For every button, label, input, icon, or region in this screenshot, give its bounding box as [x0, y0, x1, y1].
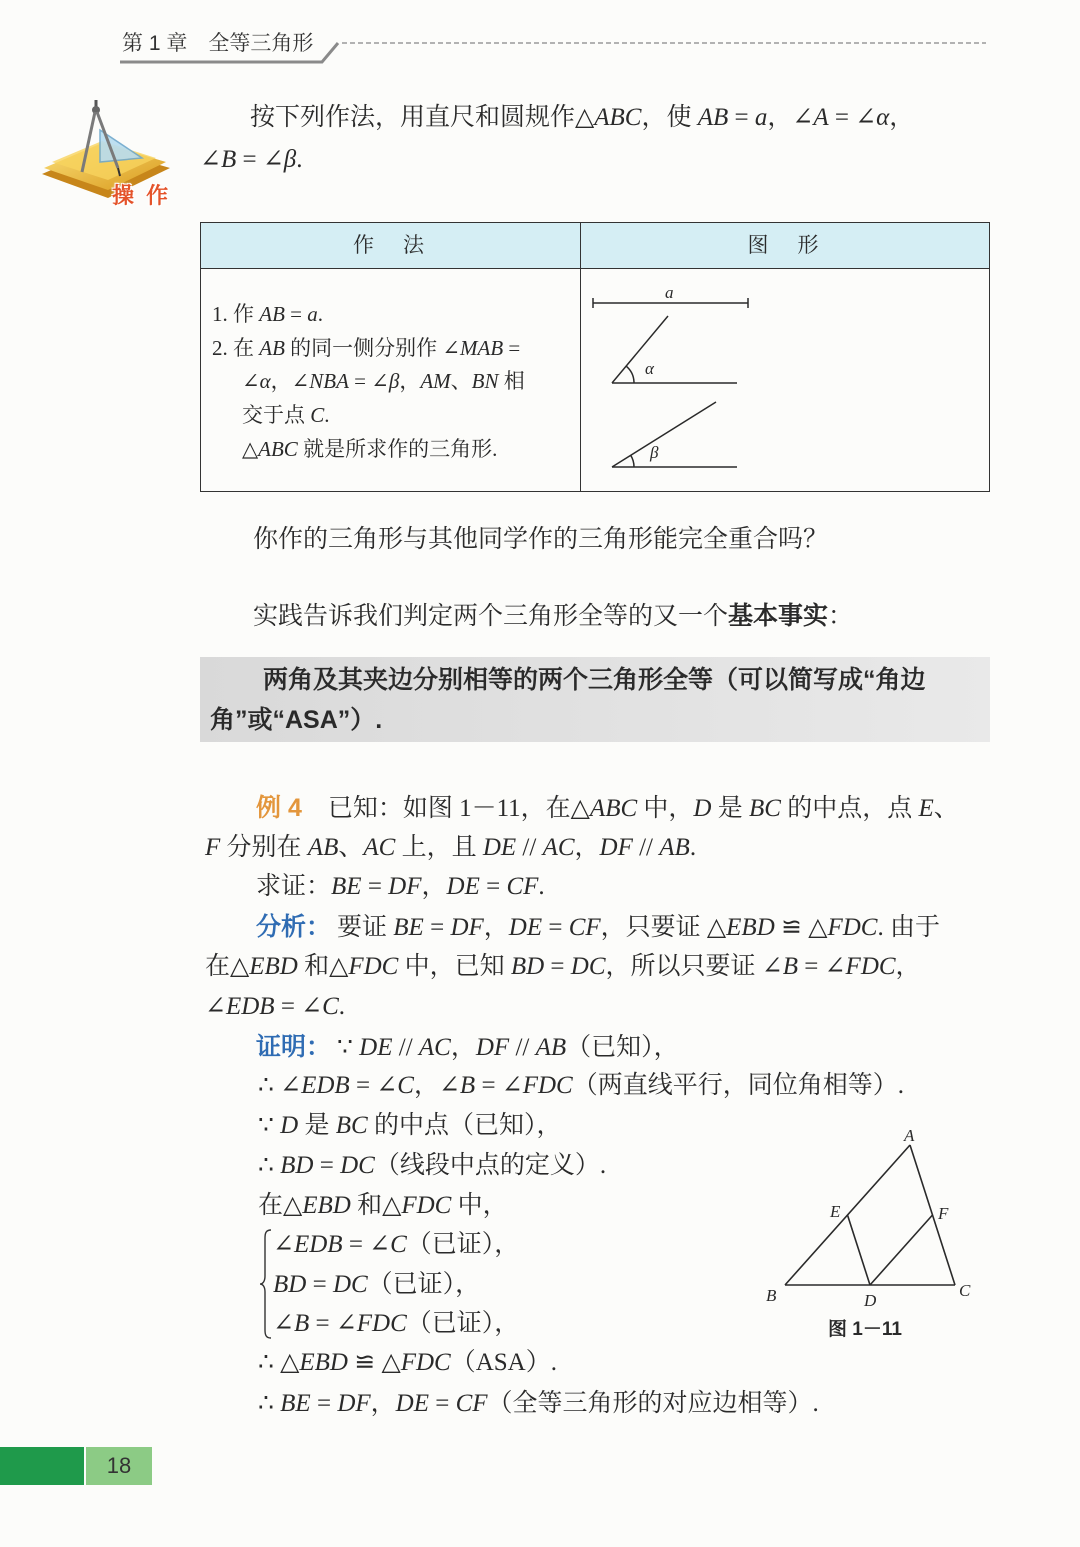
- conclusion-line-2: [258, 1389, 819, 1419]
- text-run: 交于点: [242, 403, 311, 427]
- table-header-figure: 图 形: [747, 233, 823, 257]
- math-variable: DC: [570, 953, 606, 980]
- math-variable: EBD: [299, 1349, 348, 1376]
- text-run: （已知），: [566, 1034, 679, 1061]
- text-run: ∴: [258, 1390, 281, 1417]
- text-run: 要证: [337, 914, 394, 941]
- math-variable: FDC: [827, 914, 878, 941]
- analysis-label: 分析：: [256, 913, 332, 941]
- text-run: =: [428, 1390, 456, 1417]
- text-run: = ∠: [349, 1072, 398, 1099]
- text-run: = ∠: [236, 146, 284, 173]
- text-run: ∠: [273, 1231, 294, 1258]
- table-header-method: 作 法: [353, 233, 428, 257]
- text-run: 中，已知: [398, 953, 511, 980]
- math-variable: FDC: [400, 1349, 451, 1376]
- text-run: ∴ △: [258, 1349, 300, 1376]
- math-variable: CF: [568, 914, 601, 941]
- math-variable: EDB: [301, 1072, 350, 1099]
- header-rule: [118, 30, 990, 70]
- math-variable: MAB: [460, 336, 504, 360]
- intro-line-1: [250, 103, 914, 133]
- example-label: 例 4: [256, 794, 302, 822]
- math-variable: B: [293, 1310, 310, 1337]
- math-variable: BE: [331, 873, 362, 900]
- basic-fact-line-1: 两角及其夹边分别相等的两个三角形全等（可以简写成“角边: [263, 666, 926, 694]
- math-variable: DC: [332, 1271, 368, 1298]
- math-variable: DF: [388, 873, 422, 900]
- text-run: =: [542, 914, 569, 941]
- math-variable: E: [918, 795, 934, 822]
- math-variable: ABC: [594, 104, 642, 131]
- math-variable: AC: [418, 1034, 451, 1061]
- text-run: =: [423, 914, 451, 941]
- text-run: .: [317, 302, 323, 326]
- step-1: [212, 301, 323, 327]
- text-run: ，∠: [413, 1072, 460, 1099]
- math-variable: DE: [359, 1034, 393, 1061]
- text-run: ，: [574, 834, 600, 861]
- math-variable: BD: [280, 1152, 314, 1179]
- construction-figure: [582, 269, 989, 491]
- emphasis-text: 基本事实: [728, 603, 829, 630]
- math-variable: DE: [508, 914, 543, 941]
- proof-system-line-3: [273, 1309, 519, 1339]
- math-variable: BE: [393, 914, 424, 941]
- footer-bar: [0, 1447, 84, 1485]
- text-run: = ∠: [274, 993, 323, 1020]
- math-variable: DE: [446, 873, 480, 900]
- math-variable: FDC: [401, 1192, 452, 1219]
- math-variable: α: [259, 369, 271, 393]
- text-run: ：: [828, 603, 854, 630]
- text-run: = ∠: [348, 369, 389, 393]
- math-variable: ABC: [589, 795, 638, 822]
- intro-line-2: [200, 145, 302, 175]
- text-run: ∠: [205, 993, 226, 1020]
- vertex-label-c: C: [959, 1281, 971, 1300]
- step-2-cont: [242, 368, 525, 394]
- math-variable: NBA: [309, 369, 349, 393]
- text-run: ∠: [273, 1310, 294, 1337]
- text-run: //: [516, 834, 543, 861]
- text-run: ，: [370, 1390, 396, 1417]
- proof-line-5: [258, 1191, 508, 1221]
- text-run: ≌ △: [774, 914, 828, 941]
- math-variable: EBD: [249, 953, 298, 980]
- figure-1-11: [760, 1125, 980, 1315]
- text-run: （已证），: [367, 1271, 481, 1298]
- math-variable: DE: [482, 834, 517, 861]
- text-run: ，∠: [767, 104, 814, 131]
- text-run: 是: [298, 1112, 336, 1139]
- text-run: ，所以只要证 ∠: [605, 953, 783, 980]
- text-run: .: [324, 403, 330, 427]
- text-run: . 由于: [877, 914, 940, 941]
- segment-df: [870, 1215, 933, 1285]
- text-run: =: [361, 873, 389, 900]
- text-run: ，使: [641, 104, 698, 131]
- text-run: .: [689, 834, 697, 861]
- text-run: = ∠: [342, 1231, 391, 1258]
- angle-beta-ray: [612, 402, 716, 467]
- math-variable: FDC: [522, 1072, 573, 1099]
- proof-system-line-1: [273, 1230, 519, 1260]
- text-run: 、: [933, 795, 959, 822]
- vertex-label-f: F: [938, 1204, 949, 1223]
- vertex-label-b: B: [766, 1286, 777, 1305]
- math-variable: DF: [337, 1390, 371, 1417]
- vertex-label-e: E: [830, 1202, 841, 1221]
- math-variable: AB: [697, 104, 729, 131]
- text-run: = ∠: [828, 104, 877, 131]
- math-variable: C: [390, 1231, 407, 1258]
- text-run: ，: [421, 873, 447, 900]
- math-variable: D: [280, 1112, 299, 1139]
- math-variable: EBD: [302, 1192, 351, 1219]
- math-variable: DF: [599, 834, 633, 861]
- math-variable: BC: [335, 1112, 368, 1139]
- text-run: .: [296, 146, 303, 173]
- math-variable: AB: [259, 336, 285, 360]
- math-variable: a: [307, 302, 318, 326]
- math-variable: a: [754, 104, 768, 131]
- text-run: 在△: [205, 953, 250, 980]
- text-run: （全等三角形的对应边相等）.: [487, 1390, 819, 1417]
- proof-line-4: [258, 1151, 606, 1181]
- text-run: = ∠: [309, 1310, 357, 1337]
- math-variable: A: [813, 104, 829, 131]
- example-given-line-1: [256, 793, 959, 824]
- text-run: 实践告诉我们判定两个三角形全等的又一个: [253, 603, 729, 630]
- text-run: 已知：如图 1－11，在△: [327, 795, 590, 822]
- text-run: ，: [889, 104, 915, 131]
- text-run: 相: [498, 369, 525, 393]
- text-run: 1. 作: [212, 302, 260, 326]
- math-variable: BC: [748, 795, 781, 822]
- text-run: ，: [399, 369, 421, 393]
- math-variable: FDC: [356, 1310, 407, 1337]
- text-run: ∴: [258, 1152, 281, 1179]
- analysis-line-3: [205, 992, 345, 1022]
- text-run: 和△: [350, 1192, 402, 1219]
- step-2: [212, 335, 520, 361]
- math-variable: D: [693, 795, 712, 822]
- text-run: 的中点，点: [780, 795, 919, 822]
- text-run: =: [479, 873, 507, 900]
- basic-fact-line-2: 角”或“ASA”）.: [210, 706, 383, 734]
- math-variable: C: [310, 403, 325, 427]
- text-run: （两直线平行，同位角相等）.: [572, 1072, 904, 1099]
- math-variable: AC: [363, 834, 396, 861]
- math-variable: CF: [506, 873, 539, 900]
- text-run: ∵: [258, 1112, 281, 1139]
- text-run: 按下列作法，用直尺和圆规作△: [250, 104, 595, 131]
- math-variable: DF: [475, 1034, 510, 1061]
- chapter-header: 第 1 章 全等三角形: [122, 32, 314, 55]
- math-variable: C: [397, 1072, 414, 1099]
- math-variable: α: [876, 104, 890, 131]
- proof-text: [337, 1034, 679, 1061]
- math-variable: FDC: [845, 953, 896, 980]
- conclusion-line-1: [258, 1348, 557, 1378]
- math-variable: β: [388, 369, 400, 393]
- math-variable: BE: [280, 1390, 311, 1417]
- angle-beta-arc: [631, 455, 634, 467]
- step-result: [242, 436, 497, 462]
- text-run: ，只要证 △: [600, 914, 727, 941]
- math-variable: B: [782, 953, 798, 980]
- text-run: （已证），: [406, 1231, 520, 1258]
- text-run: 求证：: [256, 873, 332, 900]
- math-variable: FDC: [348, 953, 399, 980]
- text-run: //: [392, 1034, 419, 1061]
- activity-label: 操 作: [112, 183, 172, 208]
- brace: [259, 1228, 273, 1340]
- text-run: //: [509, 1034, 536, 1061]
- table-column-divider: [580, 223, 581, 491]
- text-run: （已证），: [406, 1310, 520, 1337]
- text-run: 中，: [451, 1192, 508, 1219]
- text-run: （线段中点的定义）.: [374, 1152, 607, 1179]
- math-variable: B: [220, 146, 237, 173]
- analysis-line-2: [205, 952, 921, 982]
- math-variable: C: [322, 993, 339, 1020]
- math-variable: EBD: [726, 914, 775, 941]
- text-run: ，: [895, 953, 921, 980]
- text-run: ≌ △: [348, 1349, 401, 1376]
- text-run: =: [728, 104, 755, 131]
- text-run: 、: [338, 834, 364, 861]
- text-run: （ASA）.: [450, 1349, 557, 1376]
- given-text: [328, 795, 959, 822]
- text-run: ，: [450, 1034, 476, 1061]
- text-run: ，: [483, 914, 509, 941]
- math-variable: AB: [307, 834, 339, 861]
- math-variable: B: [459, 1072, 476, 1099]
- figure-caption: 图 1－11: [828, 1319, 902, 1340]
- text-run: =: [503, 336, 521, 360]
- proof-system-line-2: [273, 1270, 480, 1300]
- text-run: 就是所求作的三角形.: [297, 437, 498, 461]
- step-2-cont-2: [242, 402, 330, 428]
- math-variable: EDB: [225, 993, 275, 1020]
- analysis-text: [337, 914, 940, 941]
- text-run: 中，: [637, 795, 694, 822]
- text-run: ∠: [200, 146, 221, 173]
- text-run: //: [632, 834, 660, 861]
- math-variable: F: [205, 834, 221, 861]
- math-variable: BD: [273, 1271, 307, 1298]
- text-run: 在△: [258, 1192, 303, 1219]
- angle-alpha-arc: [626, 366, 634, 383]
- text-run: ∵: [337, 1034, 360, 1061]
- proof-line-3: [258, 1111, 561, 1141]
- text-run: △: [242, 437, 259, 461]
- text-run: ∠: [242, 369, 260, 393]
- text-run: =: [313, 1152, 341, 1179]
- beta-label: β: [650, 443, 659, 462]
- lead-text: [253, 602, 853, 632]
- math-variable: EDB: [293, 1231, 343, 1258]
- page-number: 18: [86, 1447, 152, 1485]
- text-run: 是: [711, 795, 749, 822]
- text-run: = ∠: [798, 953, 846, 980]
- math-variable: CF: [455, 1390, 488, 1417]
- text-run: 分别在: [220, 834, 308, 861]
- text-run: ，∠: [270, 369, 310, 393]
- proof-label: 证明：: [256, 1033, 332, 1061]
- math-variable: ABC: [258, 437, 298, 461]
- text-run: 、: [450, 369, 472, 393]
- text-run: .: [338, 993, 346, 1020]
- angle-alpha-ray: [612, 316, 668, 383]
- text-run: =: [284, 302, 308, 326]
- math-variable: AB: [659, 834, 690, 861]
- vertex-label-d: D: [864, 1291, 877, 1310]
- proof-line-2: [258, 1071, 904, 1101]
- math-variable: β: [283, 146, 297, 173]
- example-given-line-2: [205, 833, 696, 863]
- analysis-line-1: [256, 912, 940, 943]
- segment-de: [848, 1215, 871, 1285]
- math-variable: AC: [542, 834, 575, 861]
- math-variable: DE: [395, 1390, 429, 1417]
- text-run: .: [538, 873, 545, 900]
- text-run: = ∠: [475, 1072, 523, 1099]
- alpha-label: α: [645, 359, 654, 378]
- text-run: =: [544, 953, 571, 980]
- text-run: ∴ ∠: [258, 1072, 302, 1099]
- example-prove: [256, 872, 545, 902]
- proof-line-1: [256, 1032, 679, 1063]
- text-run: =: [306, 1271, 333, 1298]
- math-variable: BN: [471, 369, 499, 393]
- math-variable: AM: [420, 369, 451, 393]
- segment-label: a: [665, 283, 674, 302]
- math-variable: DC: [340, 1152, 375, 1179]
- text-run: 的中点（已知），: [367, 1112, 562, 1139]
- text-run: 和△: [297, 953, 349, 980]
- math-variable: DF: [450, 914, 484, 941]
- math-variable: AB: [535, 1034, 567, 1061]
- text-run: 2. 在: [212, 336, 260, 360]
- vertex-label-a: A: [904, 1126, 915, 1145]
- question-text: 你作的三角形与其他同学作的三角形能完全重合吗？: [253, 526, 829, 553]
- math-variable: AB: [259, 302, 285, 326]
- text-run: 的同一侧分别作 ∠: [284, 336, 461, 360]
- text-run: 上，且: [395, 834, 483, 861]
- text-run: =: [310, 1390, 338, 1417]
- math-variable: BD: [510, 953, 545, 980]
